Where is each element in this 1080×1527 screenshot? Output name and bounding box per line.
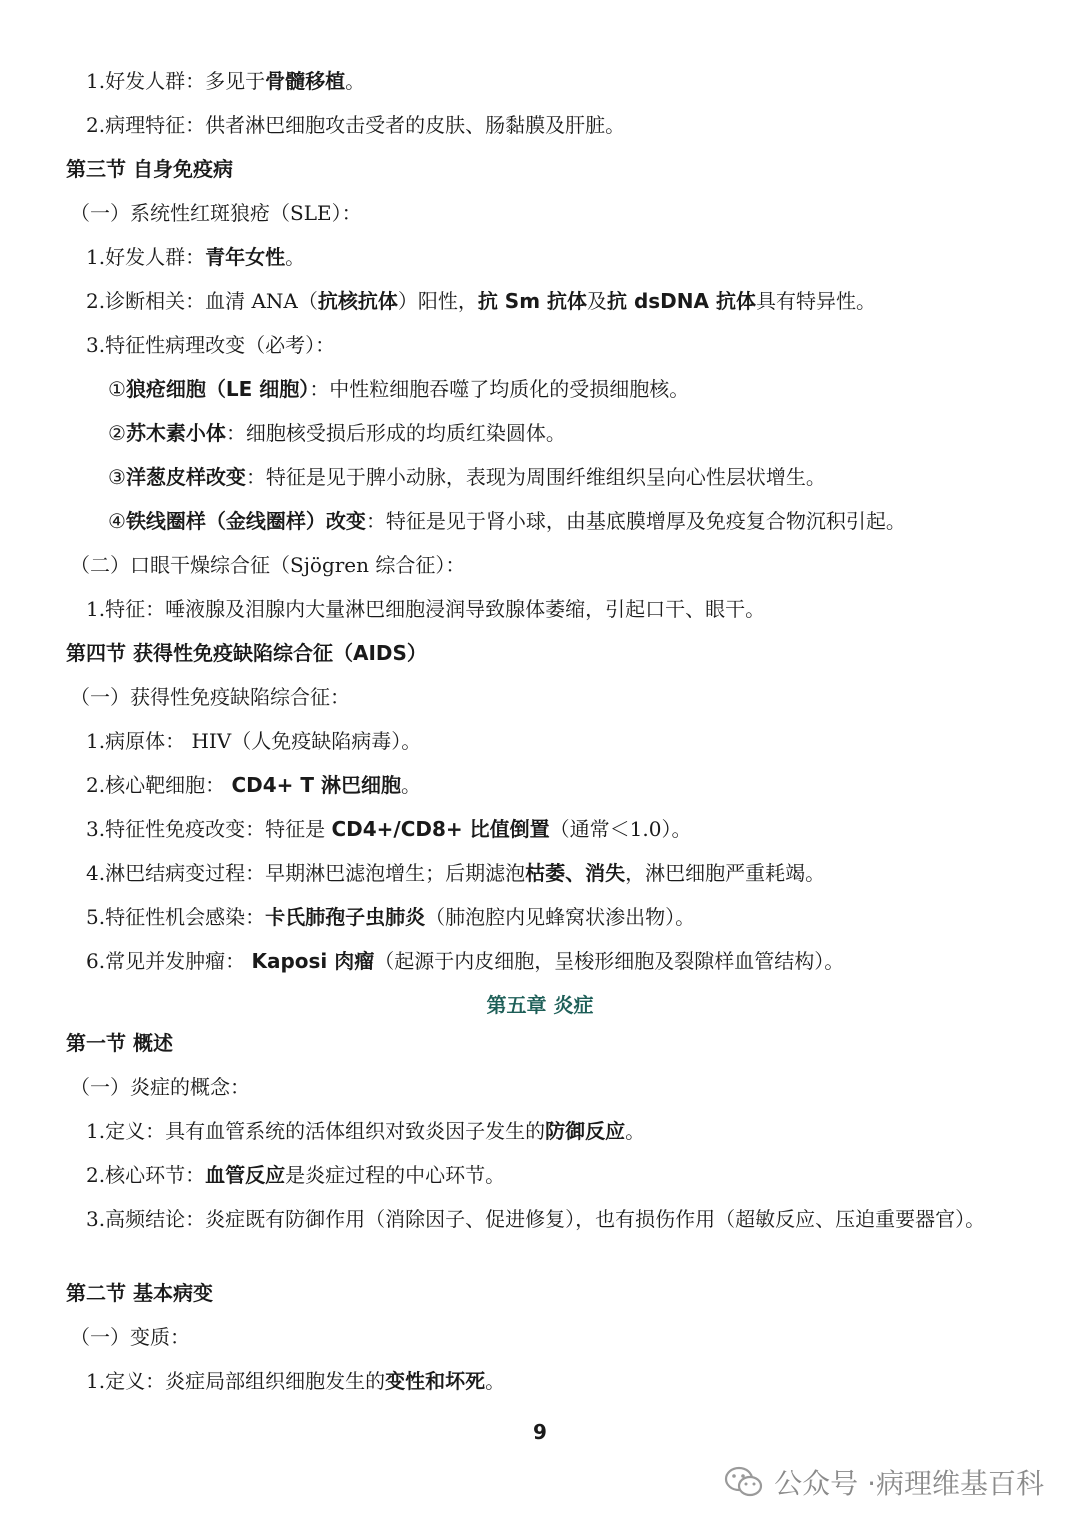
text-run: ：特征是见于肾小球，由基底膜增厚及免疫复合物沉积引起。 xyxy=(365,509,906,533)
subsection-heading xyxy=(0,550,1080,580)
text-run: 具有特异性。 xyxy=(755,289,876,313)
bold-term: 卡氏肺孢子虫肺炎 xyxy=(265,905,426,929)
text-run: （一）系统性红斑狼疮（SLE）： xyxy=(70,201,362,225)
text-run: （起源于内皮细胞，呈梭形细胞及裂隙样血管结构）。 xyxy=(374,949,845,973)
text-run: 。 xyxy=(625,1119,646,1143)
text-run: ）阳性， xyxy=(397,289,478,313)
text-run: ：细胞核受损后形成的均质红染圆体。 xyxy=(225,421,566,445)
bold-term: 铁线圈样（金线圈样）改变 xyxy=(125,509,366,533)
bold-term: Kaposi 肉瘤 xyxy=(251,949,375,973)
text-run: ③ xyxy=(108,465,126,489)
text-run: 及 xyxy=(587,289,607,313)
text-run: 1.定义：炎症局部组织细胞发生的 xyxy=(86,1369,386,1393)
chapter-title xyxy=(0,990,1080,1020)
text-run: ：特征是见于脾小动脉，表现为周围纤维组织呈向心性层状增生。 xyxy=(245,465,826,489)
text-run: 1.病原体： HIV（人免疫缺陷病毒）。 xyxy=(86,729,422,753)
text-line xyxy=(0,506,1080,536)
text-run: 第四节 获得性免疫缺陷综合征（AIDS） xyxy=(66,641,427,665)
text-line xyxy=(0,330,1080,360)
text-line xyxy=(0,1160,1080,1190)
text-run: （一）炎症的概念： xyxy=(70,1075,250,1099)
text-run: 3.高频结论：炎症既有防御作用（消除因子、促进修复），也有损伤作用（超敏反应、压迫重要器官）。 xyxy=(86,1207,986,1231)
subsection-heading xyxy=(0,1072,1080,1102)
bold-term: CD4+ T 淋巴细胞 xyxy=(231,773,401,797)
text-line xyxy=(0,1366,1080,1396)
text-run: 2.核心环节： xyxy=(86,1163,206,1187)
bold-term: 枯萎、消失 xyxy=(525,861,626,885)
text-run: 5.特征性机会感染： xyxy=(86,905,266,929)
watermark-prefix: 公众号 · xyxy=(774,1467,876,1500)
text-line xyxy=(0,946,1080,976)
section-heading xyxy=(0,154,1080,184)
bold-term: 血管反应 xyxy=(205,1163,286,1187)
text-line xyxy=(0,286,1080,316)
text-run: ② xyxy=(108,421,126,445)
bold-term: 抗 dsDNA 抗体 xyxy=(607,289,756,313)
bold-term: 抗核抗体 xyxy=(317,289,398,313)
subsection-heading xyxy=(0,682,1080,712)
subsection-heading xyxy=(0,1322,1080,1352)
text-run: 2.诊断相关：血清 ANA（ xyxy=(86,289,318,313)
section-heading xyxy=(0,638,1080,668)
text-line xyxy=(0,110,1080,140)
text-line xyxy=(0,594,1080,624)
watermark-account: 病理维基百科 xyxy=(875,1467,1044,1500)
text-run: ④ xyxy=(108,509,126,533)
bold-term: 骨髓移植 xyxy=(265,69,346,93)
bold-term: CD4+/CD8+ 比值倒置 xyxy=(331,817,550,841)
text-line xyxy=(0,462,1080,492)
text-run: 。 xyxy=(345,69,366,93)
text-run: ：中性粒细胞吞噬了均质化的受损细胞核。 xyxy=(309,377,690,401)
text-line xyxy=(0,770,1080,800)
text-run: （一）变质： xyxy=(70,1325,190,1349)
page-number: 9 xyxy=(533,1420,547,1444)
text-run: 1.特征：唾液腺及泪腺内大量淋巴细胞浸润导致腺体萎缩，引起口干、眼干。 xyxy=(86,597,766,621)
text-run: （肺泡腔内见蜂窝状渗出物）。 xyxy=(425,905,696,929)
text-run: 第二节 基本病变 xyxy=(66,1281,213,1305)
watermark xyxy=(724,1460,1044,1504)
text-line xyxy=(0,814,1080,844)
text-run: ① xyxy=(108,377,126,401)
text-line xyxy=(0,902,1080,932)
text-run: （一）获得性免疫缺陷综合征： xyxy=(70,685,350,709)
text-run: 2.病理特征：供者淋巴细胞攻击受者的皮肤、肠黏膜及肝脏。 xyxy=(86,113,626,137)
bold-term: 防御反应 xyxy=(545,1119,626,1143)
text-line xyxy=(0,1204,1026,1234)
wechat-icon xyxy=(724,1465,764,1499)
section-heading xyxy=(0,1028,1080,1058)
text-run: 1.好发人群：多见于 xyxy=(86,69,266,93)
subsection-heading xyxy=(0,198,1080,228)
bold-term: 抗 Sm 抗体 xyxy=(477,289,587,313)
text-run: 。 xyxy=(400,773,421,797)
bold-term: 狼疮细胞（LE 细胞） xyxy=(125,377,310,401)
section-heading xyxy=(0,1278,1080,1308)
text-line xyxy=(0,66,1080,96)
text-run: ，淋巴细胞严重耗竭。 xyxy=(625,861,826,885)
text-run: 4.淋巴结病变过程：早期淋巴滤泡增生；后期滤泡 xyxy=(86,861,526,885)
text-line xyxy=(0,726,1080,756)
text-run: 1.定义：具有血管系统的活体组织对致炎因子发生的 xyxy=(86,1119,546,1143)
text-run: 。 xyxy=(285,245,306,269)
text-line xyxy=(0,242,1080,272)
text-line xyxy=(0,374,1080,404)
text-run: 第三节 自身免疫病 xyxy=(66,157,233,181)
bold-term: 青年女性 xyxy=(205,245,286,269)
text-run: （二）口眼干燥综合征（Sjögren 综合征）： xyxy=(70,553,466,577)
text-line xyxy=(0,418,1080,448)
text-run: 是炎症过程的中心环节。 xyxy=(285,1163,506,1187)
bold-term: 变性和坏死 xyxy=(385,1369,486,1393)
text-run: 3.特征性病理改变（必考）： xyxy=(86,333,336,357)
text-run: 1.好发人群： xyxy=(86,245,206,269)
text-line xyxy=(0,858,1080,888)
text-run: 第一节 概述 xyxy=(66,1031,173,1055)
text-run: （通常＜1.0）。 xyxy=(549,817,692,841)
bold-term: 洋葱皮样改变 xyxy=(125,465,246,489)
text-line xyxy=(0,1116,1080,1146)
text-run: 第五章 炎症 xyxy=(486,993,594,1017)
bold-term: 苏木素小体 xyxy=(125,421,226,445)
text-run: 2.核心靶细胞： xyxy=(86,773,232,797)
text-run: 。 xyxy=(485,1369,506,1393)
text-run: 6.常见并发肿瘤： xyxy=(86,949,252,973)
text-run: 3.特征性免疫改变：特征是 xyxy=(86,817,332,841)
